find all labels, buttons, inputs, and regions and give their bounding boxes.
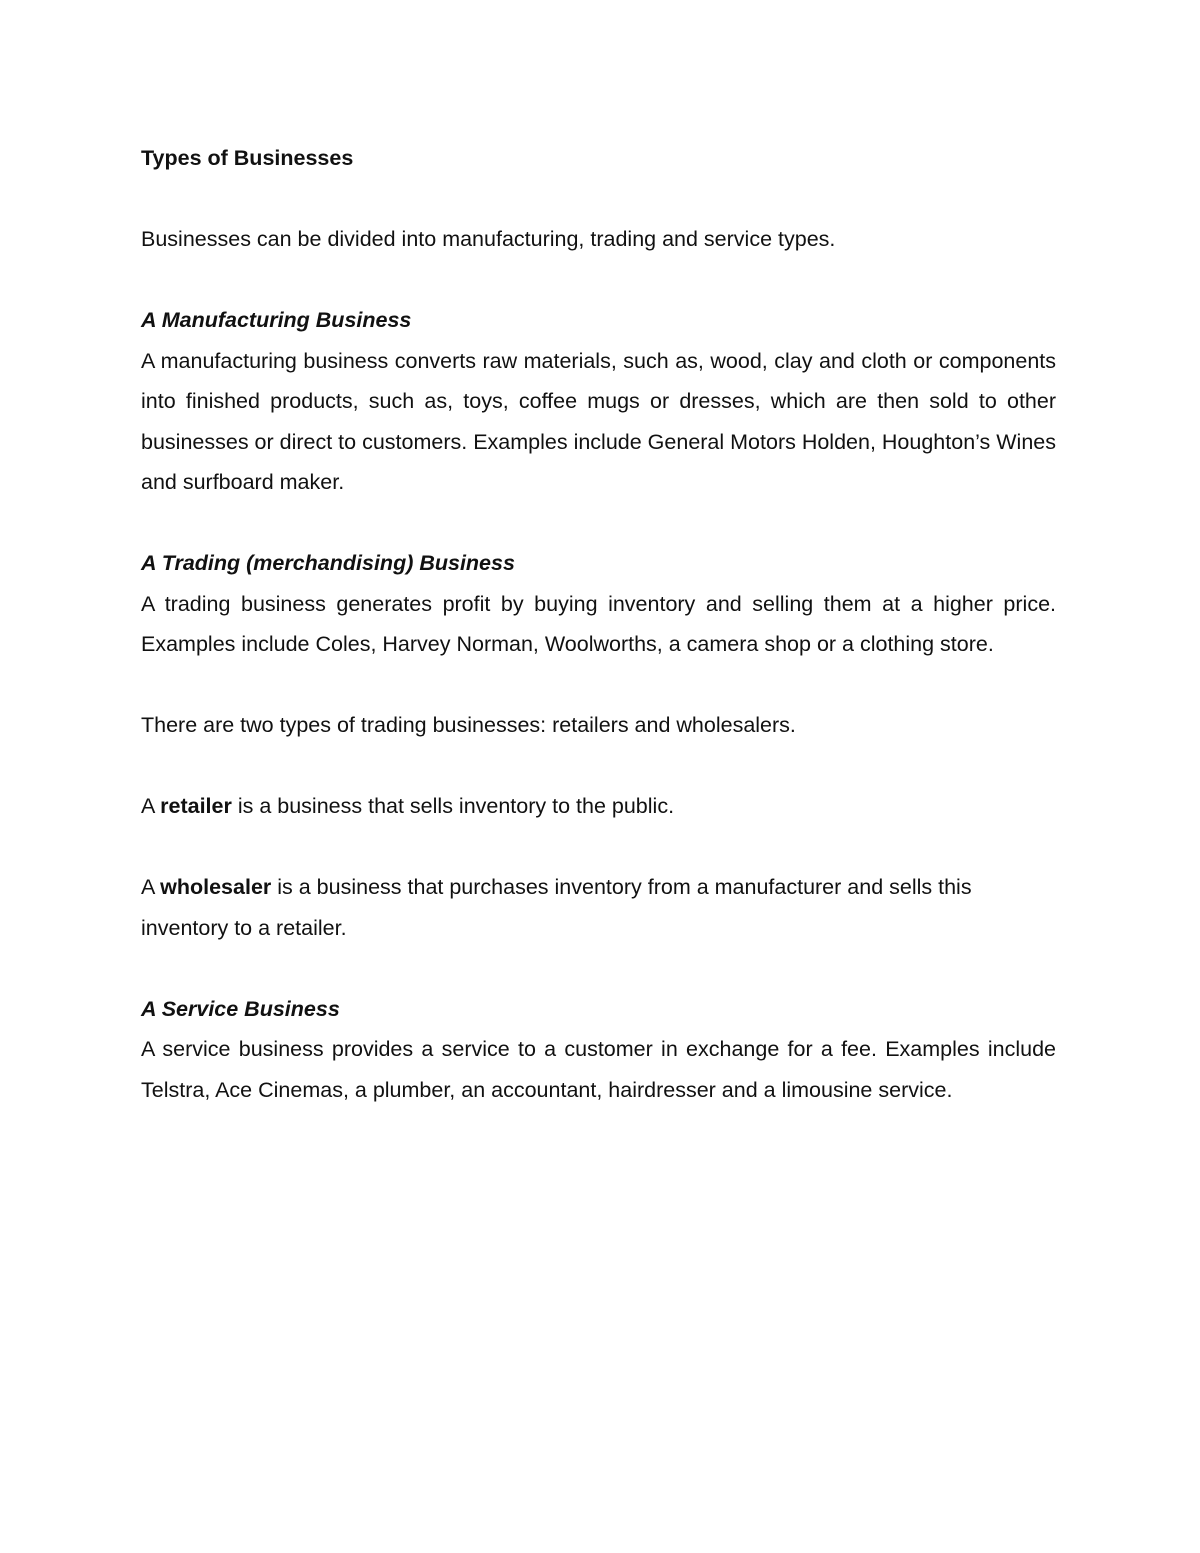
trading-types-paragraph: There are two types of trading businesses: retailers and wholesalers. (141, 713, 796, 737)
service-heading: A Service Business (141, 996, 340, 1021)
wholesaler-rest: is a business that purchases inventory from a manufacturer and sells this inventory to a retailer. (141, 875, 972, 940)
spacer (141, 746, 1056, 787)
spacer (141, 503, 1056, 544)
retailer-definition (141, 786, 1056, 827)
retailer-term: retailer (160, 794, 232, 818)
spacer (141, 179, 1056, 220)
spacer (141, 827, 1056, 868)
document-content (141, 138, 1056, 1110)
spacer (141, 948, 1056, 989)
trading-paragraph: A trading business generates profit by buying inventory and selling them at a higher price. Examples include Coles, Harvey Norman, Woolworths, a camera shop or a clothing store. (141, 591, 1056, 656)
spacer (141, 665, 1056, 706)
retailer-prefix: A (141, 794, 161, 818)
trading-heading: A Trading (merchandising) Business (141, 551, 515, 575)
wholesaler-definition (141, 867, 1056, 948)
wholesaler-term: wholesaler (160, 875, 272, 899)
manufacturing-paragraph: A manufacturing business converts raw materials, such as, wood, clay and cloth or components into finished products, such as, toys, coffee mugs or dresses, which are then sold to other businesses or direct to customers. Examples include General Motors Holden, Houghton’s Wines and surfboard maker. (141, 348, 1056, 494)
wholesaler-prefix: A (141, 875, 161, 899)
spacer (141, 260, 1056, 301)
manufacturing-heading: A Manufacturing Business (141, 308, 412, 332)
retailer-rest: is a business that sells inventory to the public. (231, 794, 675, 818)
service-paragraph: A service business provides a service to a customer in exchange for a fee. Examples include Telstra, Ace Cinemas, a plumber, an accountant, hairdresser and a limousine service. (141, 1037, 1056, 1102)
intro-paragraph: Businesses can be divided into manufacturing, trading and service types. (141, 227, 836, 251)
document-title: Types of Businesses (141, 146, 354, 170)
